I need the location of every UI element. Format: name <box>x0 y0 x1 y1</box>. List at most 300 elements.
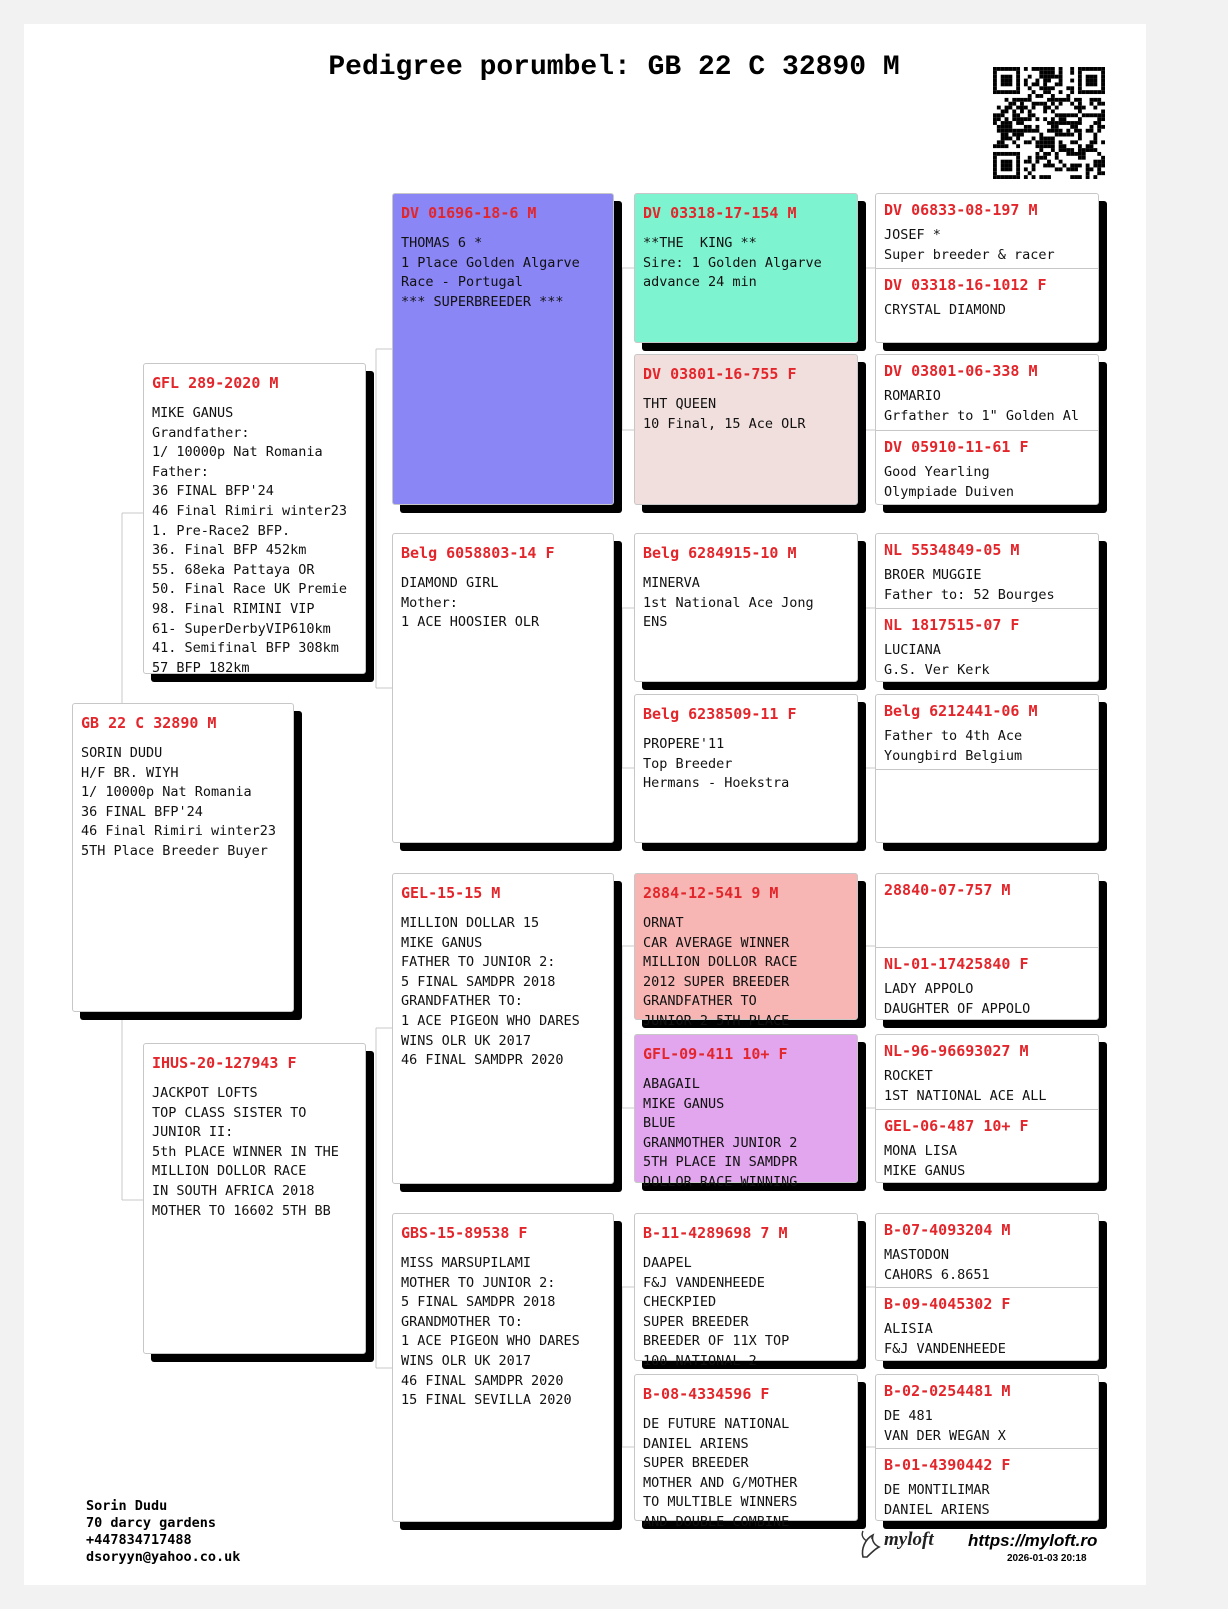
qr-module <box>1090 67 1094 71</box>
qr-module <box>1093 175 1097 179</box>
qr-module <box>1043 164 1047 168</box>
qr-module <box>1063 98 1067 102</box>
ggg-pair-card-5 <box>875 873 1099 1020</box>
qr-module <box>1039 156 1043 160</box>
qr-module <box>1008 121 1012 125</box>
qr-module <box>1070 113 1074 117</box>
qr-module <box>1066 98 1070 102</box>
qr-module <box>997 90 1001 94</box>
qr-module <box>1035 129 1039 133</box>
qr-module <box>1059 148 1063 152</box>
qr-module <box>1101 90 1105 94</box>
qr-module <box>1039 67 1043 71</box>
ggg-pair-card-1 <box>875 193 1099 343</box>
qr-module <box>1008 137 1012 141</box>
qr-module <box>1005 67 1009 71</box>
grandsire-maternal-card <box>392 873 614 1184</box>
qr-module <box>993 171 997 175</box>
qr-module <box>997 175 1001 179</box>
qr-module <box>1028 171 1032 175</box>
sire-card <box>143 363 366 674</box>
qr-module <box>1070 71 1074 75</box>
qr-module <box>1059 140 1063 144</box>
qr-module <box>1066 167 1070 171</box>
ring-number: DV 03801-06-338 M <box>884 362 1038 380</box>
qr-module <box>1086 167 1090 171</box>
qr-module <box>1039 71 1043 75</box>
qr-module <box>1012 67 1016 71</box>
qr-module <box>1093 75 1097 79</box>
qr-module <box>1090 140 1094 144</box>
great-grandparent-card-2 <box>634 354 858 505</box>
qr-module <box>1032 90 1036 94</box>
qr-module <box>1086 148 1090 152</box>
qr-module <box>1051 148 1055 152</box>
qr-module <box>1035 156 1039 160</box>
pigeon-description: ALISIA F&J VANDENHEEDE <box>884 1321 1006 1357</box>
qr-module <box>1090 129 1094 133</box>
qr-module <box>1055 82 1059 86</box>
qr-module <box>993 152 997 156</box>
qr-module <box>1055 125 1059 129</box>
qr-module <box>1047 137 1051 141</box>
qr-module <box>1047 67 1051 71</box>
qr-module <box>1059 82 1063 86</box>
qr-module <box>1097 167 1101 171</box>
qr-module <box>1059 102 1063 106</box>
qr-module <box>1001 129 1005 133</box>
qr-module <box>1035 140 1039 144</box>
qr-module <box>1074 121 1078 125</box>
qr-module <box>1043 102 1047 106</box>
qr-module <box>1016 82 1020 86</box>
ring-number: Belg 6284915-10 M <box>643 544 797 562</box>
great-grandparent-card-8 <box>634 1374 858 1530</box>
qr-module <box>1020 121 1024 125</box>
granddam-paternal-card <box>392 533 614 843</box>
qr-module <box>1039 137 1043 141</box>
qr-module <box>1005 106 1009 110</box>
qr-module <box>1090 148 1094 152</box>
qr-module <box>1008 164 1012 168</box>
qr-module <box>1070 67 1074 71</box>
qr-module <box>993 113 997 117</box>
qr-module <box>1066 148 1070 152</box>
qr-module <box>1070 175 1074 179</box>
ggg-pair-card-6 <box>875 1034 1099 1183</box>
qr-module <box>1008 160 1012 164</box>
qr-module <box>1097 121 1101 125</box>
qr-module <box>1059 129 1063 133</box>
qr-module <box>1032 67 1036 71</box>
qr-module <box>1016 106 1020 110</box>
qr-module <box>1082 90 1086 94</box>
qr-module <box>1063 133 1067 137</box>
qr-module <box>1043 117 1047 121</box>
qr-module <box>1032 164 1036 168</box>
ring-number: GFL-09-411 10+ F <box>643 1045 788 1063</box>
qr-module <box>997 125 1001 129</box>
qr-module <box>1005 90 1009 94</box>
qr-module <box>993 71 997 75</box>
qr-module <box>1101 86 1105 90</box>
qr-module <box>1012 140 1016 144</box>
qr-module <box>1082 67 1086 71</box>
pigeon-description: LUCIANA G.S. Ver Kerk <box>884 641 990 678</box>
qr-module <box>1047 98 1051 102</box>
qr-module <box>1097 160 1101 164</box>
qr-module <box>1035 160 1039 164</box>
qr-module <box>1039 94 1043 98</box>
qr-module <box>1086 75 1090 79</box>
qr-module <box>1101 125 1105 129</box>
subject-pigeon-card <box>72 703 294 1012</box>
pigeon-description: DAAPEL F&J VANDENHEEDE CHECKPIED SUPER BREEDER BREEDER OF 11X TOP 100 NATIONAL 2 <box>643 1255 790 1369</box>
qr-module <box>1090 75 1094 79</box>
qr-module <box>1028 86 1032 90</box>
ggg-pair-card-2 <box>875 354 1099 505</box>
qr-module <box>1001 160 1005 164</box>
qr-module <box>1035 94 1039 98</box>
qr-module <box>993 86 997 90</box>
qr-module <box>1039 102 1043 106</box>
qr-module <box>1005 167 1009 171</box>
qr-module <box>1016 75 1020 79</box>
qr-module <box>1028 129 1032 133</box>
qr-module <box>1001 109 1005 113</box>
ring-number: GEL-15-15 M <box>401 884 501 902</box>
qr-module <box>1005 164 1009 168</box>
qr-module <box>1024 98 1028 102</box>
qr-module <box>1024 140 1028 144</box>
qr-module <box>1047 160 1051 164</box>
qr-module <box>1035 102 1039 106</box>
qr-module <box>1028 109 1032 113</box>
qr-module <box>1059 160 1063 164</box>
qr-module <box>1078 82 1082 86</box>
qr-module <box>1001 75 1005 79</box>
ggg-pair-card-3 <box>875 533 1099 682</box>
qr-module <box>1032 102 1036 106</box>
qr-code <box>993 67 1105 179</box>
qr-module <box>1070 164 1074 168</box>
qr-module <box>1059 121 1063 125</box>
qr-module <box>1078 109 1082 113</box>
qr-module <box>993 67 997 71</box>
qr-module <box>1055 167 1059 171</box>
qr-module <box>1047 121 1051 125</box>
qr-module <box>1035 82 1039 86</box>
qr-module <box>1005 129 1009 133</box>
qr-module <box>1016 113 1020 117</box>
qr-module <box>1074 129 1078 133</box>
qr-module <box>1008 152 1012 156</box>
qr-module <box>1051 164 1055 168</box>
qr-module <box>1070 133 1074 137</box>
qr-module <box>1070 152 1074 156</box>
ring-number: Belg 6058803-14 F <box>401 544 555 562</box>
qr-module <box>1097 125 1101 129</box>
qr-module <box>997 129 1001 133</box>
pigeon-description: MISS MARSUPILAMI MOTHER TO JUNIOR 2: 5 FINAL SAMDPR 2018 GRANDMOTHER TO: 1 ACE PIGEON WHO DARES WINS OLR UK 2017 46 FINAL SAMDPR 2020 15 FINAL SEVILLA 2020 <box>401 1255 580 1409</box>
qr-module <box>993 175 997 179</box>
qr-module <box>1005 121 1009 125</box>
qr-module <box>993 156 997 160</box>
qr-module <box>1047 129 1051 133</box>
qr-module <box>993 144 997 148</box>
qr-module <box>1086 79 1090 83</box>
pigeon-description: JACKPOT LOFTS TOP CLASS SISTER TO JUNIOR II: 5th PLACE WINNER IN THE MILLION DOLLOR RACE IN SOUTH AFRICA 2018 MOTHER TO 16602 5TH BB <box>152 1085 339 1219</box>
qr-module <box>1008 102 1012 106</box>
qr-module <box>1070 121 1074 125</box>
ring-number <box>876 770 1098 777</box>
qr-module <box>1016 71 1020 75</box>
ring-number: GEL-06-487 10+ F <box>884 1116 1029 1135</box>
qr-module <box>1051 140 1055 144</box>
qr-module <box>993 167 997 171</box>
ring-number: NL-96-96693027 M <box>884 1042 1029 1060</box>
qr-module <box>1035 144 1039 148</box>
qr-module <box>1063 164 1067 168</box>
qr-module <box>1059 67 1063 71</box>
qr-module <box>1059 167 1063 171</box>
qr-module <box>1066 113 1070 117</box>
qr-module <box>1024 167 1028 171</box>
qr-module <box>1078 156 1082 160</box>
qr-module <box>1008 82 1012 86</box>
qr-module <box>1093 79 1097 83</box>
qr-module <box>1059 144 1063 148</box>
qr-module <box>1078 148 1082 152</box>
qr-module <box>1074 140 1078 144</box>
ggg-pair-card-8 <box>875 1374 1099 1521</box>
qr-module <box>1093 148 1097 152</box>
pigeon-description: THOMAS 6 * 1 Place Golden Algarve Race - Portugal *** SUPERBREEDER *** <box>401 235 580 310</box>
qr-module <box>1016 98 1020 102</box>
qr-module <box>1051 71 1055 75</box>
qr-module <box>1020 106 1024 110</box>
qr-module <box>1012 117 1016 121</box>
ring-number: B-09-4045302 F <box>884 1295 1011 1313</box>
grandsire-paternal-card <box>392 193 614 505</box>
owner-phone: +447834717488 <box>86 1532 192 1548</box>
qr-module <box>1047 144 1051 148</box>
pigeon-description: LADY APPOLO DAUGHTER OF APPOLO <box>884 980 1031 1017</box>
qr-module <box>1043 109 1047 113</box>
qr-module <box>1035 79 1039 83</box>
ggg-pair-card-7 <box>875 1213 1099 1361</box>
qr-module <box>1074 164 1078 168</box>
great-grandparent-card-7 <box>634 1213 858 1369</box>
qr-module <box>1074 106 1078 110</box>
pigeon-description: BROER MUGGIE Father to: 52 Bourges <box>884 567 1055 603</box>
great-grandparent-card-4 <box>634 694 858 843</box>
qr-module <box>1093 106 1097 110</box>
qr-module <box>1051 129 1055 133</box>
qr-module <box>1086 171 1090 175</box>
qr-module <box>1043 67 1047 71</box>
qr-module <box>1097 117 1101 121</box>
ring-number: GBS-15-89538 F <box>401 1224 528 1242</box>
qr-module <box>1028 140 1032 144</box>
qr-module <box>1043 144 1047 148</box>
qr-module <box>1043 152 1047 156</box>
ring-number: GB 22 C 32890 M <box>81 714 217 732</box>
qr-module <box>1012 133 1016 137</box>
great-grandparent-card-1 <box>634 193 858 343</box>
qr-module <box>1066 121 1070 125</box>
pigeon-description: MIKE GANUS Grandfather: 1/ 10000p Nat Romania Father: 36 FINAL BFP'24 46 Final Rimiri winter23 1. Pre-Race2 BFP. 36. Final BFP 452km 55. 68eka Pattaya OR 50. Final Race UK Premie 98. Final RIMINI VIP 61- SuperDerbyVIP610km 41. Semifinal BFP 308km 57 BFP 182km <box>152 405 348 676</box>
qr-module <box>1032 106 1036 110</box>
qr-module <box>1001 90 1005 94</box>
qr-module <box>1066 129 1070 133</box>
qr-module <box>1028 156 1032 160</box>
qr-module <box>993 79 997 83</box>
qr-module <box>1093 140 1097 144</box>
qr-module <box>1097 67 1101 71</box>
qr-module <box>1055 156 1059 160</box>
qr-module <box>1001 113 1005 117</box>
qr-module <box>1078 117 1082 121</box>
pigeon-description <box>876 899 1098 905</box>
qr-module <box>1070 86 1074 90</box>
qr-module <box>1074 113 1078 117</box>
qr-module <box>1086 113 1090 117</box>
qr-module <box>1047 140 1051 144</box>
qr-module <box>1070 90 1074 94</box>
qr-module <box>1005 79 1009 83</box>
owner-name: Sorin Dudu <box>86 1498 168 1514</box>
qr-module <box>1063 117 1067 121</box>
qr-module <box>1039 148 1043 152</box>
qr-module <box>1012 102 1016 106</box>
qr-module <box>1032 113 1036 117</box>
qr-module <box>1012 98 1016 102</box>
qr-module <box>1070 167 1074 171</box>
qr-module <box>1059 133 1063 137</box>
qr-module <box>1059 117 1063 121</box>
owner-address: 70 darcy gardens <box>86 1515 217 1531</box>
qr-module <box>997 152 1001 156</box>
ring-number: B-02-0254481 M <box>884 1382 1011 1400</box>
qr-module <box>1090 90 1094 94</box>
qr-module <box>1074 152 1078 156</box>
qr-module <box>1101 113 1105 117</box>
qr-module <box>993 117 997 121</box>
qr-module <box>1051 67 1055 71</box>
ring-number: DV 03318-17-154 M <box>643 204 797 222</box>
qr-module <box>1039 86 1043 90</box>
qr-module <box>1001 133 1005 137</box>
qr-module <box>1090 98 1094 102</box>
qr-module <box>1028 125 1032 129</box>
ring-number: B-07-4093204 M <box>884 1221 1011 1239</box>
qr-module <box>1078 133 1082 137</box>
qr-module <box>1005 82 1009 86</box>
qr-module <box>1016 144 1020 148</box>
qr-module <box>1008 75 1012 79</box>
qr-module <box>1055 129 1059 133</box>
qr-module <box>1032 82 1036 86</box>
ring-number: DV 05910-11-61 F <box>884 437 1029 456</box>
qr-module <box>1016 156 1020 160</box>
qr-module <box>1078 98 1082 102</box>
qr-module <box>1016 79 1020 83</box>
qr-module <box>1005 175 1009 179</box>
qr-module <box>1066 152 1070 156</box>
qr-module <box>1066 133 1070 137</box>
qr-module <box>1047 75 1051 79</box>
qr-module <box>1020 117 1024 121</box>
pigeon-description: DE MONTILIMAR DANIEL ARIENS <box>884 1481 990 1518</box>
qr-module <box>1001 82 1005 86</box>
qr-module <box>1070 140 1074 144</box>
qr-module <box>1016 67 1020 71</box>
qr-module <box>1082 152 1086 156</box>
qr-module <box>1063 121 1067 125</box>
ring-number: Belg 6238509-11 F <box>643 705 797 723</box>
qr-module <box>1101 109 1105 113</box>
ring-number: B-08-4334596 F <box>643 1385 770 1403</box>
qr-module <box>1043 137 1047 141</box>
qr-module <box>1047 71 1051 75</box>
qr-module <box>1028 98 1032 102</box>
qr-module <box>1043 90 1047 94</box>
qr-module <box>1059 90 1063 94</box>
qr-module <box>1078 175 1082 179</box>
qr-module <box>993 164 997 168</box>
ring-number: NL-01-17425840 F <box>884 954 1029 973</box>
qr-module <box>1032 137 1036 141</box>
ring-number: DV 03318-16-1012 F <box>884 276 1047 294</box>
qr-module <box>1047 175 1051 179</box>
qr-module <box>1082 156 1086 160</box>
qr-module <box>1043 140 1047 144</box>
qr-module <box>1005 117 1009 121</box>
qr-module <box>1078 152 1082 156</box>
qr-module <box>1082 113 1086 117</box>
qr-module <box>1043 82 1047 86</box>
qr-module <box>1043 79 1047 83</box>
qr-module <box>997 106 1001 110</box>
qr-module <box>1035 117 1039 121</box>
pigeon-description <box>876 777 1098 783</box>
qr-module <box>1074 98 1078 102</box>
qr-module <box>1059 71 1063 75</box>
qr-module <box>1032 175 1036 179</box>
qr-module <box>1070 148 1074 152</box>
qr-module <box>1043 156 1047 160</box>
qr-module <box>1016 175 1020 179</box>
qr-module <box>1051 102 1055 106</box>
qr-module <box>1074 125 1078 129</box>
qr-module <box>1008 90 1012 94</box>
qr-module <box>1093 133 1097 137</box>
qr-module <box>1090 79 1094 83</box>
qr-module <box>1047 152 1051 156</box>
qr-module <box>1012 152 1016 156</box>
qr-module <box>1086 67 1090 71</box>
qr-module <box>1090 125 1094 129</box>
qr-module <box>993 160 997 164</box>
qr-module <box>1097 164 1101 168</box>
qr-module <box>1024 125 1028 129</box>
qr-module <box>1047 90 1051 94</box>
qr-module <box>1101 79 1105 83</box>
website-url[interactable]: https://myloft.ro <box>968 1531 1098 1550</box>
qr-module <box>1101 164 1105 168</box>
print-datetime: 2026-01-03 20:18 <box>1007 1553 1087 1564</box>
